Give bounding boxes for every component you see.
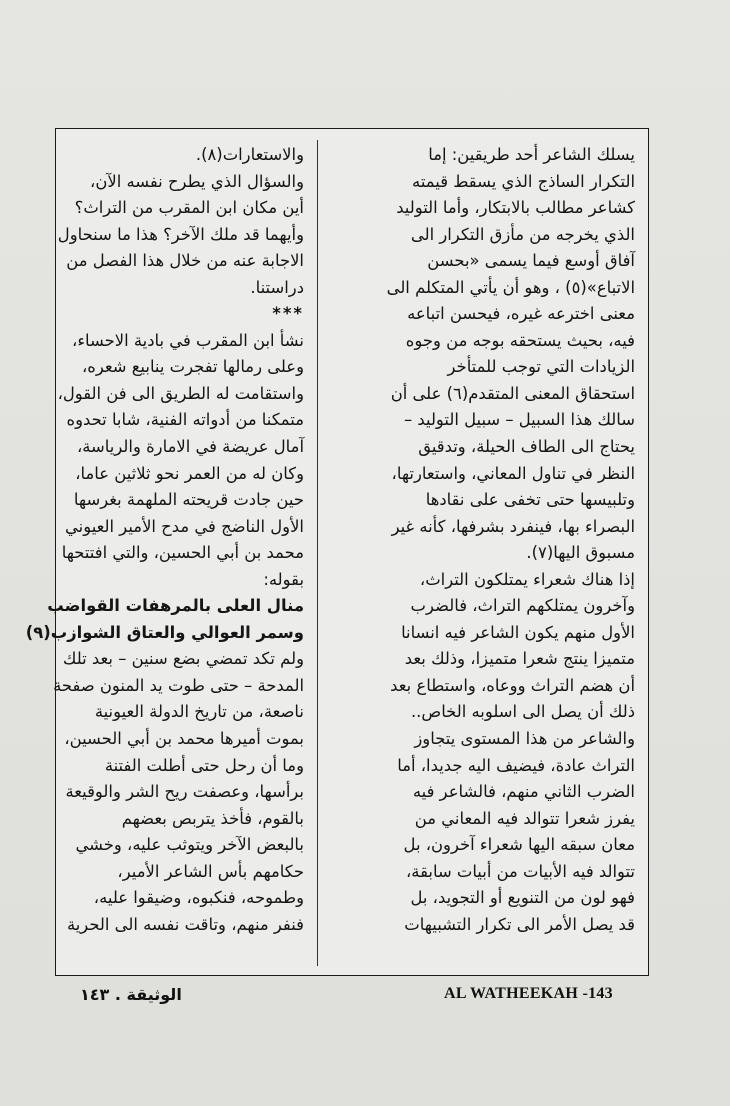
left-column-bottom-line: وطموحه، فنكبوه، وضيقوا عليه، (93, 888, 304, 908)
left-column (25, 142, 304, 938)
right-column-line: التراث عادة، فيضيف اليه جديدا، أما (397, 755, 635, 775)
right-column-line: والشاعر من هذا المستوى يتجاوز (414, 729, 635, 749)
left-column-mid-line: آمال عريضة في الامارة والرياسة، (76, 437, 304, 457)
verse-line-1: منال العلى بالمرهفات القواضب (47, 596, 304, 616)
right-column-line: سالك هذا السبيل – سبيل التوليد – (403, 410, 635, 430)
right-column-line: النظر في تناول المعاني، واستعارتها، (391, 463, 635, 483)
right-column-line: إذا هناك شعراء يمتلكون التراث، (419, 569, 635, 589)
left-column-top-line: وأيهما قد ملك الآخر؟ هذا ما سنحاول (57, 224, 304, 244)
right-column-line: معان سبقه اليها شعراء آخرون، بل (403, 835, 635, 855)
left-column-top-line: دراستنا. (250, 277, 304, 297)
right-column-line: معنى اخترعه غيره، فيحسن اتباعه (407, 304, 635, 324)
left-column-bottom-line: برأسها، وعصفت ريح الشر والوقيعة (65, 782, 304, 802)
footer-page-number-latin: AL WATHEEKAH -143 (444, 985, 613, 1002)
left-column-mid-line: بقوله: (263, 569, 304, 589)
right-column-line: يسلك الشاعر أحد طريقين: إما (428, 145, 635, 164)
left-column-bottom-line: حكامهم بأس الشاعر الأمير، (117, 861, 304, 881)
left-column-bottom-line: بالبعض الآخر ويتوثب عليه، وخشي (75, 835, 304, 855)
right-column-line: الذي يخرجه من مأزق التكرار الى (410, 224, 635, 244)
right-column-line: فيه، بحيث يستحقه بوجه من وجوه (405, 330, 635, 350)
right-column-line: الضرب الثاني منهم، فالشاعر فيه (412, 782, 635, 802)
left-column-mid-line: الأول الناضج في مدح الأمير العيوني (65, 516, 304, 536)
right-column-line: الزيادات التي توجب للمتأخر (447, 357, 635, 377)
left-column-mid-line: وعلى رمالها تفجرت ينابيع شعره، (81, 357, 304, 377)
right-column-line: استحقاق المعنى المتقدم(٦) على أن (390, 383, 635, 403)
right-column-line: قد يصل الأمر الى تكرار التشبيهات (404, 914, 635, 934)
left-column-mid-line: واستقامت له الطريق الى فن القول، (57, 383, 304, 403)
left-column-mid-line: حين جادت قريحته الملهمة بغرسها (73, 490, 304, 510)
right-column-line: كشاعر مطالب بالابتكار، وأما التوليد (396, 198, 635, 218)
left-column-top-line: والسؤال الذي يطرح نفسه الآن، (90, 171, 304, 191)
left-column-mid-line: نشأ ابن المقرب في بادية الاحساء، (72, 330, 304, 350)
right-column (331, 142, 635, 938)
column-divider (317, 140, 318, 966)
right-column-line: تتوالد فيه الأبيات من أبيات سابقة، (406, 861, 635, 881)
right-column-line: الاتباع»(٥) ، وهو أن يأتي المتكلم الى (386, 277, 635, 297)
left-column-top-line: والاستعارات(٨). (195, 145, 304, 164)
left-column-bottom-line: المدحة – حتى طوت يد المنون صفحة (53, 675, 304, 695)
left-column-bottom-line: ولم تكد تمضي بضع سنين – بعد تلك (62, 649, 304, 669)
right-column-line: مسبوق اليها(٧). (526, 543, 635, 563)
footer-page-number-arabic: الوثيقة . ١٤٣ (80, 985, 182, 1004)
left-column-bottom-line: بالقوم، فأخذ يتربص بعضهم (121, 808, 304, 828)
right-column-line: البصراء بها، فينفرد بشرفها، كأنه غير (391, 516, 635, 536)
verse-line-2: وسمر العوالي والعتاق الشوازب(٩) (25, 622, 304, 642)
right-column-line: متميزا ينتج شعرا متميزا، وذلك بعد (404, 649, 635, 669)
right-column-line: ذلك أن يصل الى اسلوبه الخاص.. (410, 702, 635, 722)
right-column-line: أن هضم التراث ووعاه، واستطاع بعد (390, 675, 635, 695)
left-column-bottom-line: ناصعة، من تاريخ الدولة العيونية (94, 702, 304, 722)
left-column-mid-line: محمد بن أبي الحسين، والتي افتتحها (61, 543, 304, 563)
right-column-line: وتلبيسها حتى تخفى على نقادها (425, 490, 635, 510)
left-column-top-line: الاجابة عنه من خلال هذا الفصل من (66, 251, 304, 271)
right-column-line: فهو لون من التنويع أو التجويد، بل (410, 888, 635, 908)
right-column-line: التكرار الساذج الذي يسقط قيمته (412, 171, 635, 191)
left-column-bottom-line: وما أن رحل حتى أطلت الفتنة (104, 755, 304, 775)
left-column-mid-line: متمكنا من أدواته الفنية، شابا تحدوه (66, 410, 304, 430)
right-column-line: يحتاج الى الطاف الحيلة، وتدقيق (418, 437, 635, 457)
right-column-line: وآخرون يمتلكهم التراث، فالضرب (410, 596, 635, 616)
left-column-top-line: أين مكان ابن المقرب من التراث؟ (74, 198, 304, 218)
left-column-bottom-line: فنفر منهم، وتاقت نفسه الى الحرية (66, 914, 304, 934)
right-column-line: يفرز شعرا تتوالد فيه المعاني من (414, 808, 635, 828)
left-column-mid-line: وكان له من العمر نحو ثلاثين عاما، (75, 463, 304, 483)
right-column-line: آفاق أوسع فيما يسمى «بحسن (427, 251, 635, 271)
section-stars: *** (272, 304, 304, 324)
left-column-bottom-line: بموت أميرها محمد بن أبي الحسين، (64, 729, 304, 749)
right-column-line: الأول منهم يكون الشاعر فيه انسانا (401, 622, 635, 642)
